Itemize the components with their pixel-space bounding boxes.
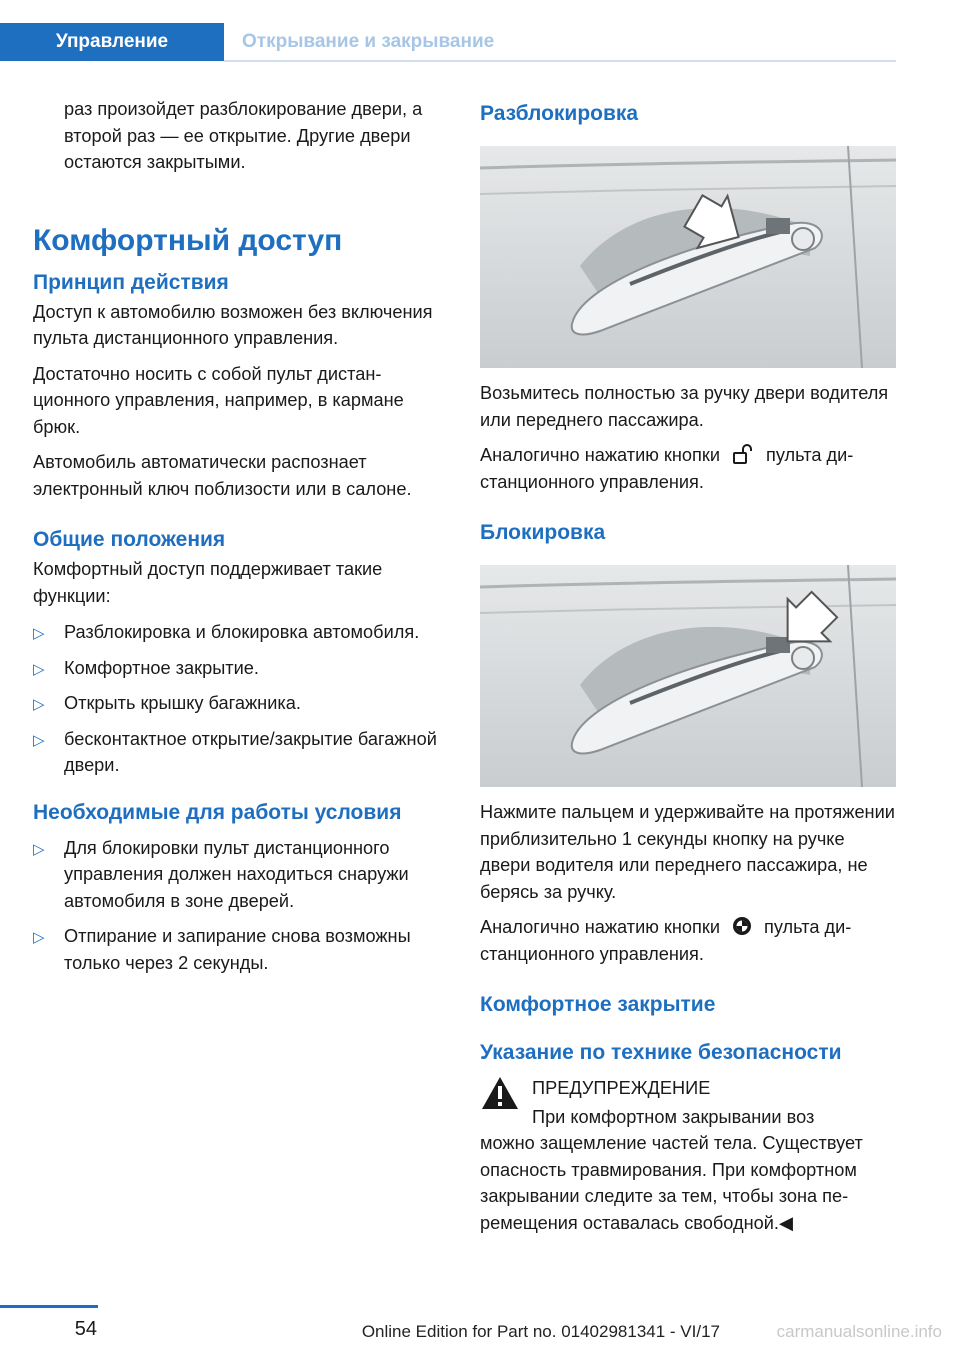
list-item: ▷ Комфортное закрытие. [33,655,451,682]
principle-paragraph-3: Автомобиль автоматически распознает электронный ключ поблизости или в салоне. [33,452,412,499]
watermark-text: carmanualsonline.info [776,1322,942,1341]
general-intro: Комфортный доступ поддерживает такие функции: [33,559,383,606]
page-number: 54 [74,1318,97,1340]
lock-paragraph-1: Нажмите пальцем и удерживайте на протяжении приблизительно 1 секунды кнопку на ручке двери водителя или переднего пассажира, не берясь за ручку. [480,802,895,902]
unlock-paragraph-1: Возьмитесь полностью за ручку двери водителя или переднего пассажира. [480,383,889,430]
warning-triangle-icon [480,1075,520,1111]
lock-paragraph-2: Аналогично нажатию кнопки пульта дистанционного управления. [480,917,852,964]
left-column [33,96,451,976]
principle-paragraph-1: Доступ к автомобилю возможен без включения пульта дистанционного управления. [33,301,433,348]
conditions-heading: Необходимые для работы условия [33,800,402,824]
safety-heading: Указание по технике безопасности [480,1041,842,1064]
general-list [33,619,451,779]
header-rule [224,60,896,62]
principle-paragraph-2: Достаточно носить с собой пульт дистанционного управления, например, в кармане брюк. [33,363,404,437]
comfort-close-heading: Комфортное закрытие [480,993,716,1016]
chapter-title: Открывание и закрывание [242,31,495,52]
right-column [480,96,896,1236]
edition-note: Online Edition for Part no. 01402981341 - VI/17 [361,1322,720,1341]
unlock-paragraph-2: Аналогично нажатию кнопки пульта дистанционного управления. [480,445,854,492]
warning-label: ПРЕДУПРЕЖДЕНИЕ [532,1078,711,1098]
list-item: ▷ Отпирание и запирание снова возможны только через 2 секунды. [33,926,411,973]
bullet-triangle-icon: ▷ [33,660,45,678]
principle-heading: Принцип действия [33,270,229,294]
bullet-triangle-icon: ▷ [33,929,45,946]
footer-rule [0,1305,98,1308]
section-tab: Управление [0,23,224,61]
bullet-triangle-icon: ▷ [33,696,45,713]
bullet-triangle-icon: ▷ [33,625,45,642]
list-item: ▷ Разблокировка и блокировка автомобиля. [33,619,451,646]
list-item: ▷ бесконтактное открытие/закрытие багажной двери. [33,728,437,775]
warning-block [480,1075,896,1236]
bullet-triangle-icon: ▷ [33,840,45,858]
bullet-triangle-icon: ▷ [33,731,45,749]
conditions-list [33,835,451,977]
unlock-heading: Разблокировка [480,102,639,125]
intro-paragraph: раз произойдет разблокирование двери, а второй раз — ее открытие. Другие двери остаются закрытыми. [64,99,423,172]
warning-text: можно защемление частей тела. Существует опасность травмирования. При комфортном закрывании следите за тем, чтобы зона перемещения оставалась свободной.◀ [480,1133,863,1233]
lock-heading: Блокировка [480,521,606,544]
padlock-open-icon [732,444,754,464]
door-handle-lock-photo [480,565,896,787]
general-heading: Общие положения [33,528,226,551]
page-header [0,0,960,64]
list-item: ▷ Открыть крышку багажника. [33,690,451,717]
list-item: ▷ Для блокировки пульт дистанционного управления должен находиться снаружи автомобиля в зоне дверей. [33,837,409,911]
door-handle-unlock-photo [480,146,896,368]
bmw-roundel-icon [732,916,752,936]
section-title: Комфортный доступ [33,223,343,257]
warning-text-first-line: При комфортном закрывании воз [532,1106,815,1127]
